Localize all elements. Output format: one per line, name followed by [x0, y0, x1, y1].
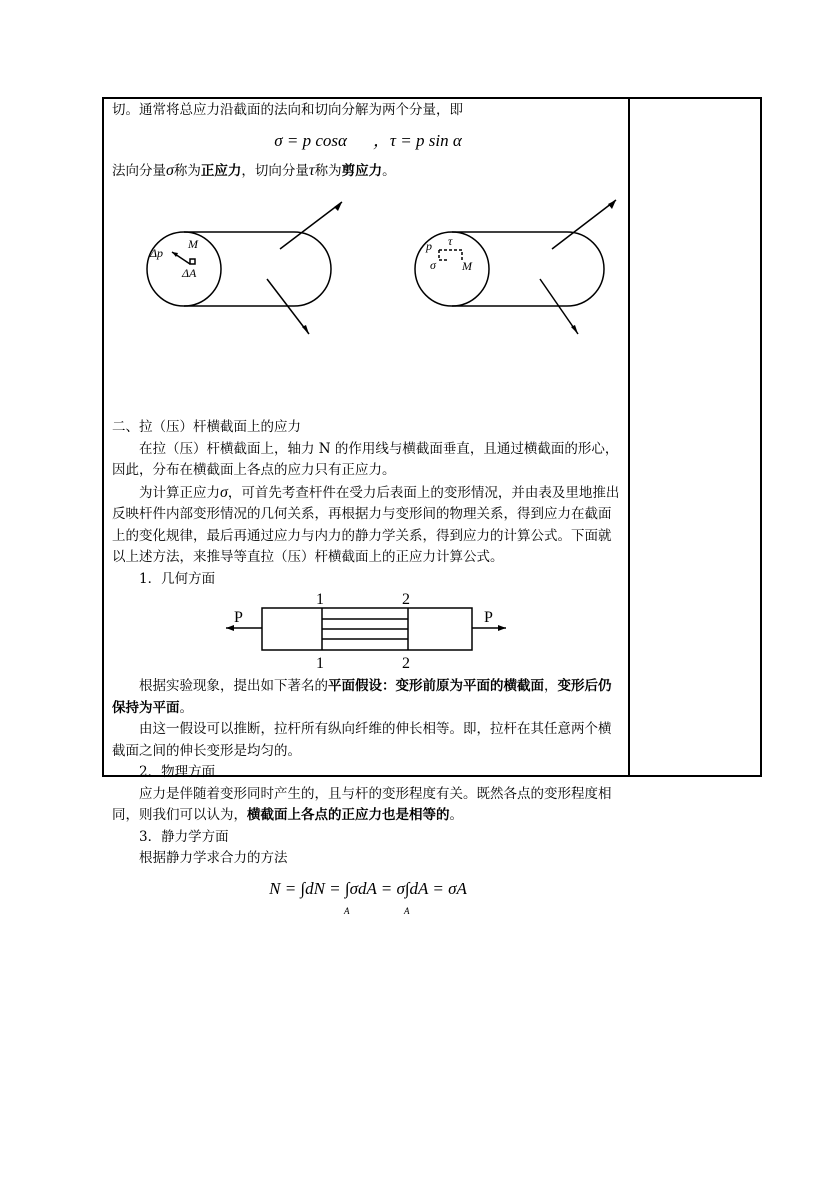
left-capsule-end — [294, 232, 331, 306]
label-m-left: M — [188, 237, 198, 251]
label-p-right: p — [426, 239, 432, 253]
term-plane-hypothesis: 平面假设 — [328, 678, 382, 694]
right-capsule-end — [567, 232, 604, 306]
bold-text: 横截面上各点的正应力也是相等的 — [247, 807, 450, 823]
formula-shear: ，τ = p sin α — [372, 130, 462, 150]
paragraph — [112, 784, 624, 827]
bar-tension-figure — [112, 590, 624, 676]
label-force-left: P — [234, 609, 243, 626]
integral-subscript: A — [404, 905, 410, 916]
label-force-right: P — [484, 609, 493, 626]
definition-line — [112, 160, 624, 183]
label-section-1-top: 1 — [316, 591, 324, 608]
text-span: 。 — [382, 162, 396, 179]
formula-normal: σ = p cosα — [274, 130, 347, 150]
label-delta-p: Δp — [150, 246, 164, 260]
formula-axial-force — [112, 876, 624, 916]
bold-text: 变形后仍保持为平面 — [112, 678, 612, 716]
text-span: 根据静力学求合力的方法 — [139, 850, 288, 866]
paragraph — [112, 676, 624, 719]
arrowhead — [334, 202, 342, 211]
text-span: 法向分量 — [112, 162, 166, 179]
text-line — [112, 100, 624, 122]
text-span: 称为 — [314, 162, 342, 179]
paragraph — [112, 848, 624, 870]
text-span: ： — [382, 678, 396, 694]
subheading — [112, 827, 624, 849]
text-span: ，可首先考查杆件在受力后表面上的变形情况，并由表及里地推出反映杆件内部变形情况的几何关系，再根据力与变形间的物理关系，得到应力在截面上的变化规律，最后再通过应力与内力的静力学关系，得到应力的计算公式。下面就以上述方法，来推导等直拉（压）杆横截面上的正应力计算公式。 — [112, 484, 620, 565]
label-section-1-bottom: 1 — [316, 655, 324, 672]
label-section-2-bottom: 2 — [402, 655, 410, 672]
text-span: ， — [544, 678, 558, 694]
text-span: 。 — [179, 699, 193, 716]
text-span: 二、拉（压）杆横截面上的应力 — [112, 419, 301, 435]
tau-symbol: τ — [308, 161, 315, 179]
subheading — [112, 569, 624, 591]
text-span: 1．几何方面 — [139, 570, 216, 587]
paragraph — [112, 482, 624, 569]
sigma-tau-box — [439, 250, 462, 260]
paragraph — [112, 439, 624, 482]
arrowhead — [608, 200, 616, 209]
document-body — [112, 100, 624, 916]
text-span: ，切向分量 — [241, 162, 309, 179]
left-force-arrowhead — [226, 625, 234, 631]
sigma-symbol: σ — [166, 161, 174, 179]
text-span: 根据实验现象，提出如下著名的 — [139, 678, 328, 694]
text-span: 3．静力学方面 — [139, 828, 229, 845]
text-span: 。 — [449, 807, 463, 823]
label-section-2-top: 2 — [402, 591, 410, 608]
text-span: 切。通常将总应力沿截面的法向和切向分解为两个分量，即 — [112, 102, 463, 118]
integral-subscript: A — [344, 905, 350, 916]
stress-decomposition-figure — [112, 182, 624, 417]
term-shear-stress: 剪应力 — [341, 162, 383, 179]
formula-part: σdA = σ∫ — [349, 878, 410, 898]
label-delta-a: ΔA — [182, 266, 197, 280]
delta-a-square — [190, 259, 195, 264]
right-force-arrowhead — [498, 625, 506, 631]
text-span: 应力是伴随着变形同时产生的，且与杆的变形程度有关。既然各点的变形程度相同，则我们可以认为， — [112, 785, 612, 823]
formula-part: N = ∫dN = ∫ — [269, 878, 350, 898]
right-arrow-up — [552, 200, 616, 249]
text-span: 为计算正应力 — [139, 484, 220, 501]
text-span: 称为 — [173, 162, 201, 179]
text-span: 由这一假设可以推断，拉杆所有纵向纤维的伸长相等。即，拉杆在其任意两个横截面之间的伸长变形是均匀的。 — [112, 721, 612, 759]
label-m-right: M — [462, 259, 472, 273]
term-normal-stress: 正应力 — [200, 162, 242, 179]
sigma-symbol: σ — [220, 483, 228, 501]
label-sigma: σ — [430, 258, 436, 272]
formula-part: dA = σA — [409, 878, 467, 898]
table-column-divider — [628, 97, 630, 777]
label-tau: τ — [448, 234, 453, 248]
subheading — [112, 762, 624, 784]
bold-text: 变形前原为平面的横截面 — [395, 678, 544, 694]
text-span: 2．物理方面 — [139, 764, 216, 780]
formula-stress-components — [112, 128, 624, 154]
text-span: 在拉（压）杆横截面上，轴力 N 的作用线与横截面垂直，且通过横截面的形心，因此，分布在横截面上各点的应力只有正应力。 — [112, 440, 619, 478]
section-heading — [112, 417, 624, 439]
left-arrow-up — [280, 202, 342, 249]
paragraph — [112, 719, 624, 762]
